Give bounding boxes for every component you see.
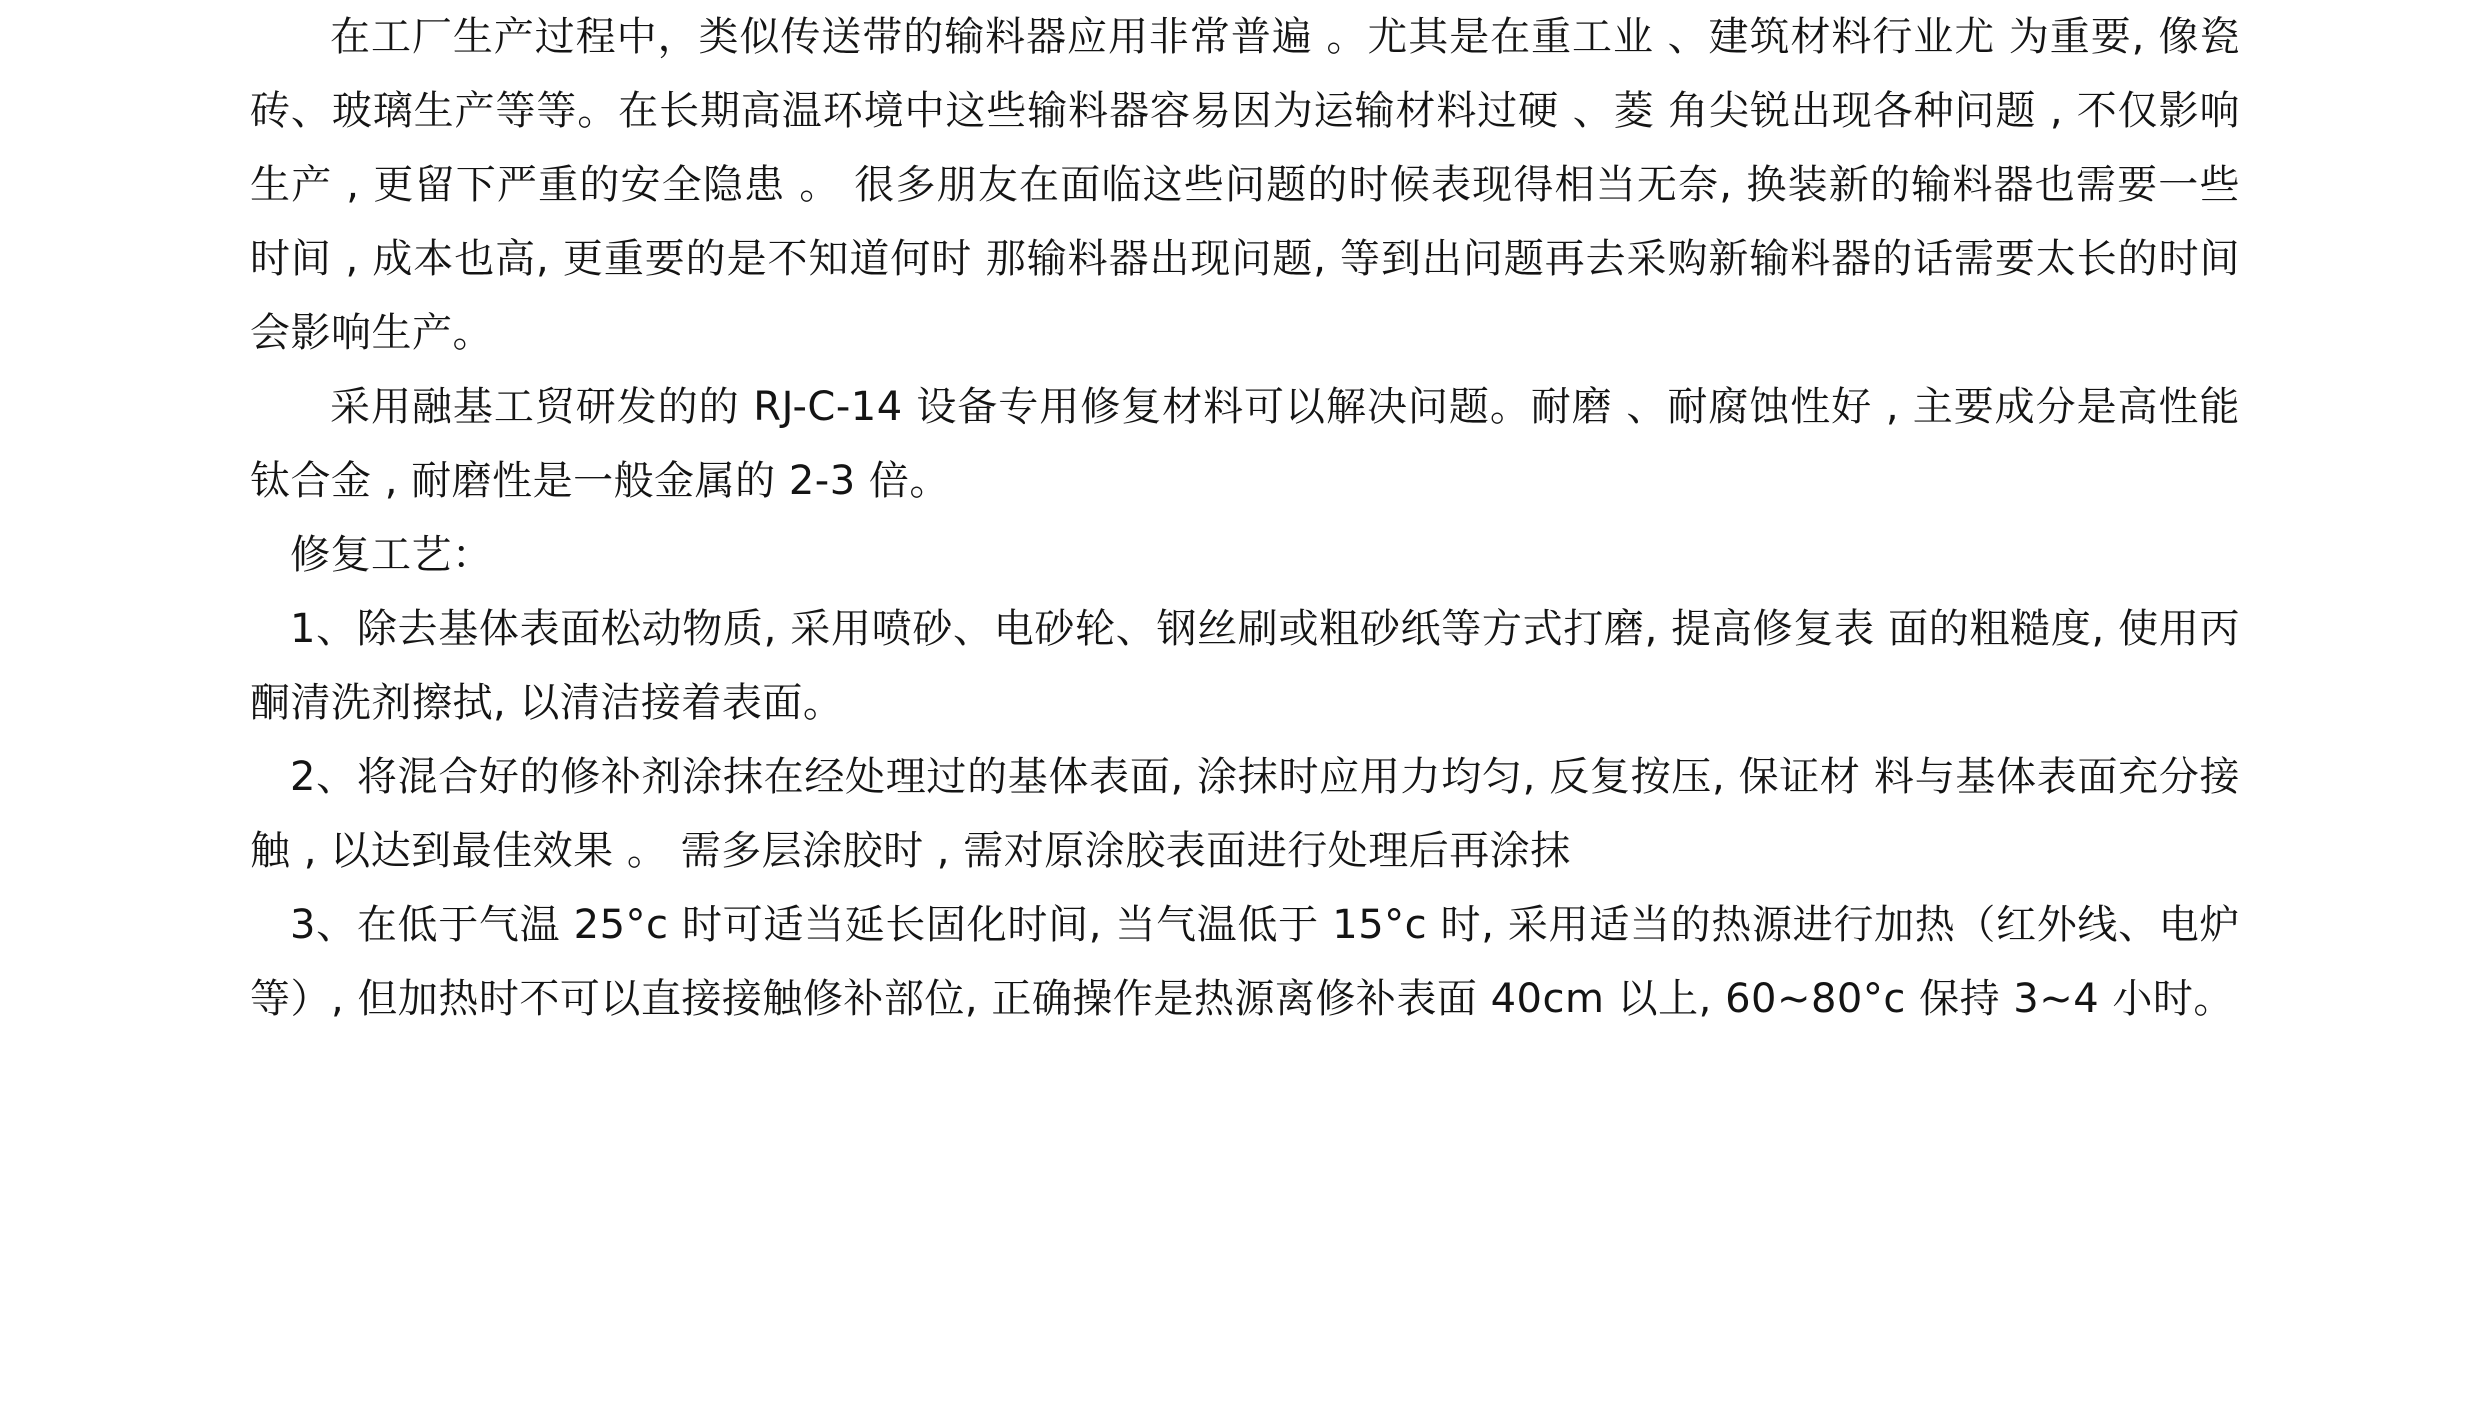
paragraph-step-3: 3、在低于气温 25°c 时可适当延长固化时间, 当气温低于 15°c 时, 采用适当的热源进行加热（红外线、电炉等）, 但加热时不可以直接接触修补部位, 正确操作是热源离修补表面 40cm 以上, 60~80°c 保持 3~4 小时。 bbox=[250, 902, 2240, 1022]
document-body bbox=[250, 0, 2240, 1036]
paragraph-intro: 在工厂生产过程中，类似传送带的输料器应用非常普遍 。尤其是在重工业 、建筑材料行业尤 为重要, 像瓷砖、玻璃生产等等。在长期高温环境中这些输料器容易因为运输材料过硬 、菱 角尖锐出现各种问题 , 不仅影响生产 , 更留下严重的安全隐患 。 很多朋友在面临这些问题的时候表现得相当无奈, 换装新的输料器也需要一些时间 , 成本也高, 更重要的是不知道何时 那输料器出现问题, 等到出问题再去采购新输料器的话需要太长的时间会影响生产。 bbox=[250, 14, 2240, 356]
paragraph-step-1: 1、除去基体表面松动物质, 采用喷砂、电砂轮、钢丝刷或粗砂纸等方式打磨, 提高修复表 面的粗糙度, 使用丙酮清洗剂擦拭, 以清洁接着表面。 bbox=[250, 606, 2240, 726]
paragraph-process-heading: 修复工艺： bbox=[290, 532, 493, 578]
paragraph-step-2: 2、将混合好的修补剂涂抹在经处理过的基体表面, 涂抹时应用力均匀, 反复按压, 保证材 料与基体表面充分接触 , 以达到最佳效果 。 需多层涂胶时 , 需对原涂胶表面进行处理后再涂抹 bbox=[250, 754, 2240, 874]
paragraph-solution: 采用融基工贸研发的的 RJ-C-14 设备专用修复材料可以解决问题。耐磨 、耐腐蚀性好 , 主要成分是高性能钛合金 , 耐磨性是一般金属的 2-3 倍。 bbox=[250, 384, 2240, 504]
